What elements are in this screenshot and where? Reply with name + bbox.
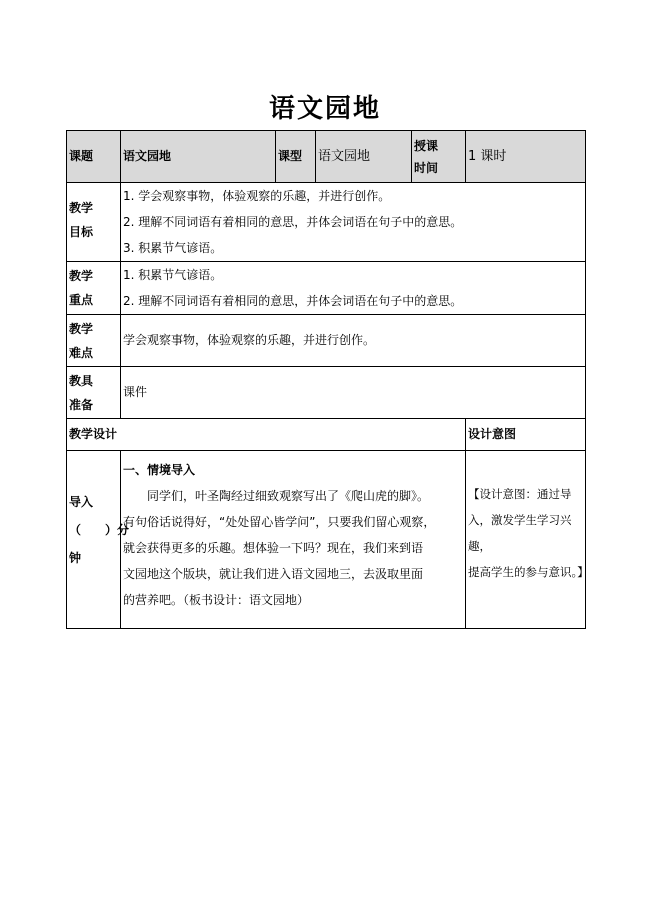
intro-content xyxy=(121,451,466,629)
intro-row xyxy=(67,451,586,629)
materials-label-2: 准备 xyxy=(69,398,94,412)
intro-intent-line: 【设计意图：通过导 xyxy=(468,487,572,501)
type-label: 课型 xyxy=(276,131,316,183)
intro-section-title: 一、情境导入 xyxy=(123,463,196,477)
difficulties-label xyxy=(67,315,121,367)
difficulties-content: 学会观察事物，体验观察的乐趣，并进行创作。 xyxy=(121,315,586,367)
difficulties-label-2: 难点 xyxy=(69,346,94,360)
time-label-line-2: 时间 xyxy=(414,160,439,175)
intro-para-line: 的营养吧。（板书设计：语文园地） xyxy=(123,593,310,607)
lesson-value: 语文园地 xyxy=(121,131,276,183)
objectives-row xyxy=(67,183,586,262)
type-value: 语文园地 xyxy=(316,131,412,183)
materials-label-1: 教具 xyxy=(69,374,94,388)
key-points-label-1: 教学 xyxy=(69,269,94,283)
intro-side-3: 钟 xyxy=(69,550,82,565)
intro-intent xyxy=(466,451,589,629)
objective-item: 1. 学会观察事物，体验观察的乐趣，并进行创作。 xyxy=(123,189,391,203)
key-point-item: 2. 理解不同词语有着相同的意思，并体会词语在句子中的意思。 xyxy=(123,294,463,308)
header-row xyxy=(67,131,586,183)
objectives-label xyxy=(67,183,121,262)
lesson-plan-table xyxy=(66,130,589,629)
key-point-item: 1. 积累节气谚语。 xyxy=(123,268,223,282)
intro-para-line: 就会获得更多的乐趣。想体验一下吗？现在，我们来到语 xyxy=(123,541,424,555)
key-points-row xyxy=(67,262,586,315)
intro-para-line: 同学们，叶圣陶经过细致观察写出了《爬山虎的脚》。 xyxy=(147,489,430,503)
difficulties-row xyxy=(67,315,586,367)
objective-item: 2. 理解不同词语有着相同的意思，并体会词语在句子中的意思。 xyxy=(123,215,463,229)
objectives-label-2: 目标 xyxy=(69,225,94,239)
objectives-content xyxy=(121,183,586,262)
key-points-label xyxy=(67,262,121,315)
intro-side-1: 导入 xyxy=(69,494,94,509)
time-value: 1 课时 xyxy=(466,131,586,183)
time-label-line-1: 授课 xyxy=(414,138,439,153)
intro-side-2: （ ）分 xyxy=(69,522,130,537)
materials-row xyxy=(67,367,586,419)
key-points-content xyxy=(121,262,586,315)
intro-para-line: 有句俗话说得好，“处处留心皆学问”，只要我们留心观察， xyxy=(123,515,436,529)
time-label xyxy=(412,131,466,183)
design-header-left: 教学设计 xyxy=(67,419,466,451)
objectives-label-1: 教学 xyxy=(69,201,94,215)
lesson-label: 课题 xyxy=(67,131,121,183)
key-points-label-2: 重点 xyxy=(69,293,94,307)
difficulties-label-1: 教学 xyxy=(69,322,94,336)
materials-label xyxy=(67,367,121,419)
design-header-row xyxy=(67,419,586,451)
objective-item: 3. 积累节气谚语。 xyxy=(123,241,223,255)
materials-content: 课件 xyxy=(121,367,586,419)
design-header-right: 设计意图 xyxy=(466,419,586,451)
intro-intent-line: 入，激发学生学习兴趣， xyxy=(468,513,572,553)
intro-para-line: 文园地这个版块，就让我们进入语文园地三，去汲取里面 xyxy=(123,567,424,581)
document-title: 语文园地 xyxy=(268,94,381,124)
intro-intent-line: 提高学生的参与意识。】 xyxy=(468,565,589,579)
intro-side-label xyxy=(67,451,130,629)
